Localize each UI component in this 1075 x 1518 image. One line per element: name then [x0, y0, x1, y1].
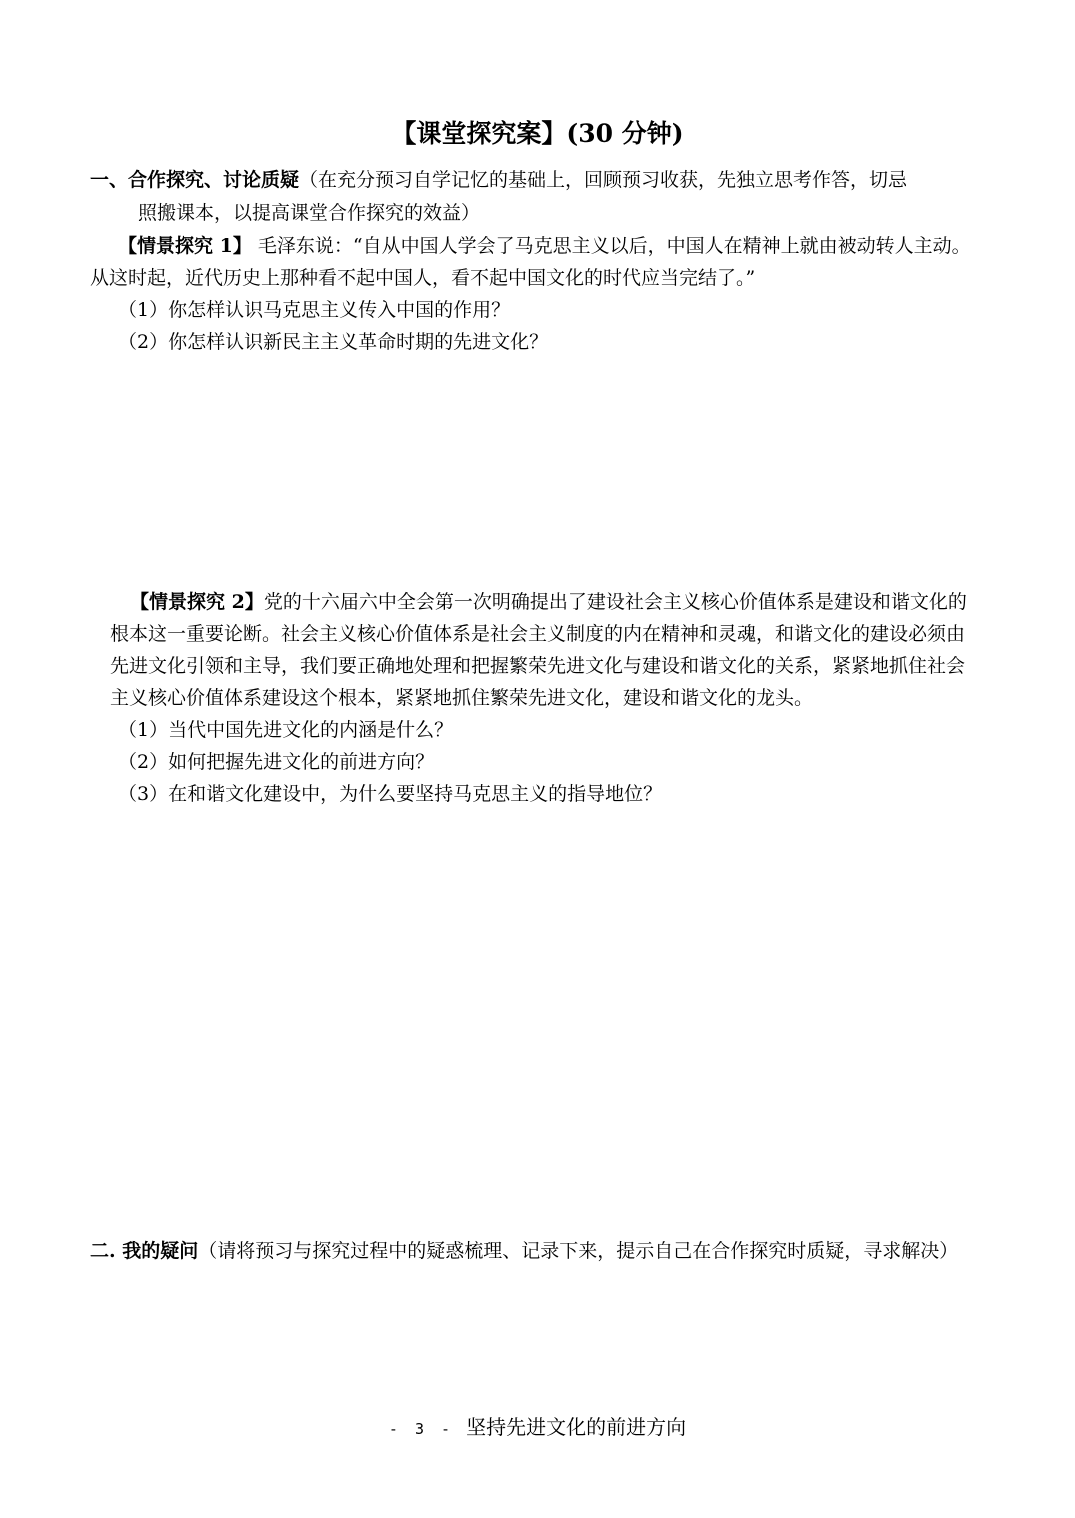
section2-heading: 二. 我的疑问	[90, 1240, 199, 1262]
section2-instruction: （请将预习与探究过程中的疑惑梳理、记录下来，提示自己在合作探究时质疑，寻求解决）	[198, 1240, 959, 1262]
scenario2-text-1: 党的十六届六中全会第一次明确提出了建设社会主义核心价值体系是建设和谐文化的	[263, 591, 967, 613]
page-footer	[0, 1412, 1075, 1444]
scenario2-question-3: （3）在和谐文化建设中，为什么要坚持马克思主义的指导地位？	[118, 783, 663, 805]
scenario2-label: 【情景探究 2】	[130, 591, 264, 613]
scenario2-line1	[130, 587, 967, 617]
scenario1-question-2: （2）你怎样认识新民主主义革命时期的先进文化？	[118, 331, 549, 353]
scenario2-text-3: 先进文化引领和主导，我们要正确地处理和把握繁荣先进文化与建设和谐文化的关系，紧紧地抓住社会	[110, 655, 966, 677]
scenario1-question-1: （1）你怎样认识马克思主义传入中国的作用？	[118, 299, 511, 321]
section2-line	[90, 1236, 958, 1266]
scenario1-text-1: 毛泽东说：“自从中国人学会了马克思主义以后，中国人在精神上就由被动转人主动。	[251, 235, 971, 257]
scenario2-text-4: 主义核心价值体系建设这个根本，紧紧地抓住繁荣先进文化，建设和谐文化的龙头。	[110, 687, 814, 709]
scenario1-line1	[118, 231, 971, 261]
page-number: - 3 -	[388, 1420, 455, 1438]
footer-text: 坚持先进文化的前进方向	[466, 1415, 687, 1439]
section1-heading: 一、合作探究、讨论质疑	[90, 169, 300, 191]
scenario2-question-2: （2）如何把握先进文化的前进方向？	[118, 751, 435, 773]
section1-instruction-2: 照搬课本，以提高课堂合作探究的效益）	[138, 202, 481, 224]
page-title: 【课堂探究案】(30 分钟)	[391, 119, 684, 148]
scenario2-question-1: （1）当代中国先进文化的内涵是什么？	[118, 719, 454, 741]
section1-line1	[90, 165, 907, 195]
scenario1-label: 【情景探究 1】	[118, 235, 252, 257]
scenario2-text-2: 根本这一重要论断。社会主义核心价值体系是社会主义制度的内在精神和灵魂，和谐文化的建设必须由	[110, 623, 966, 645]
scenario1-text-2: 从这时起，近代历史上那种看不起中国人，看不起中国文化的时代应当完结了。”	[90, 267, 756, 289]
section1-instruction-1: （在充分预习自学记忆的基础上，回顾预习收获，先独立思考作答，切忌	[299, 169, 908, 191]
